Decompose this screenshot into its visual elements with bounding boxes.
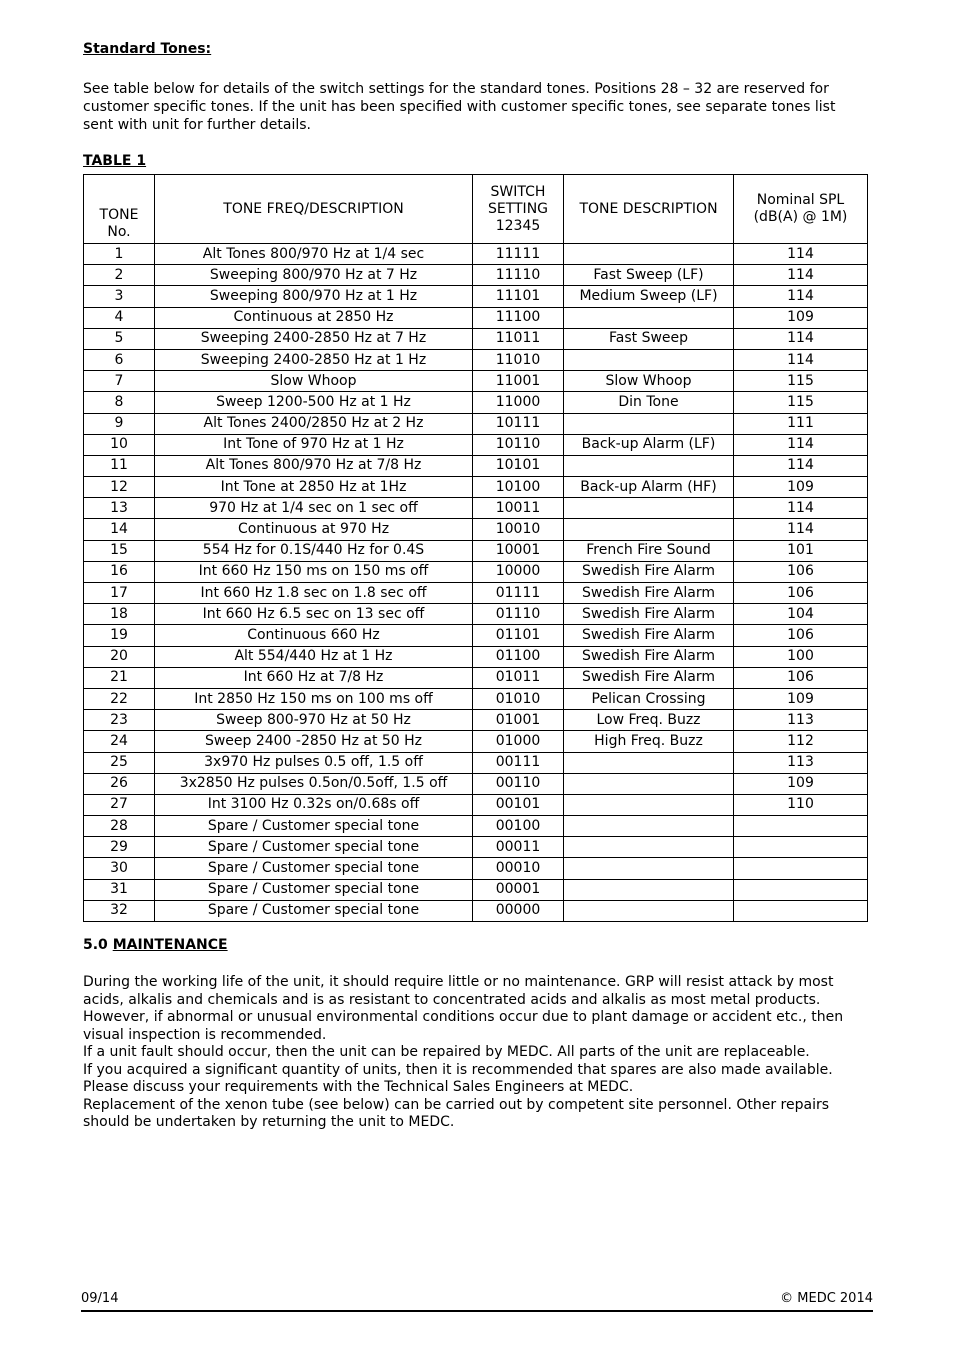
table-row	[84, 498, 868, 519]
cell-tone-no: 8	[84, 392, 155, 413]
cell-nominal-spl: 114	[734, 519, 868, 540]
cell-nominal-spl: 113	[734, 710, 868, 731]
cell-tone-no: 30	[84, 858, 155, 879]
cell-tone-freq: 554 Hz for 0.1S/440 Hz for 0.4S	[155, 540, 473, 561]
table-row	[84, 307, 868, 328]
cell-tone-no: 9	[84, 413, 155, 434]
table-row	[84, 265, 868, 286]
cell-tone-freq: Slow Whoop	[155, 371, 473, 392]
cell-switch-setting: 00110	[473, 773, 564, 794]
cell-tone-description: Swedish Fire Alarm	[564, 646, 734, 667]
cell-switch-setting: 10111	[473, 413, 564, 434]
table-row	[84, 328, 868, 349]
cell-tone-no: 22	[84, 688, 155, 709]
table-row	[84, 519, 868, 540]
cell-switch-setting: 01001	[473, 710, 564, 731]
cell-switch-setting: 01111	[473, 583, 564, 604]
cell-nominal-spl: 109	[734, 773, 868, 794]
cell-switch-setting: 01011	[473, 667, 564, 688]
table-row	[84, 349, 868, 370]
cell-tone-freq: Alt Tones 800/970 Hz at 7/8 Hz	[155, 455, 473, 476]
cell-switch-setting: 11001	[473, 371, 564, 392]
cell-tone-freq: Int 660 Hz at 7/8 Hz	[155, 667, 473, 688]
cell-tone-freq: Int 660 Hz 150 ms on 150 ms off	[155, 561, 473, 582]
cell-tone-description: Back-up Alarm (HF)	[564, 477, 734, 498]
cell-switch-setting: 01010	[473, 688, 564, 709]
cell-switch-setting: 10010	[473, 519, 564, 540]
cell-tone-no: 21	[84, 667, 155, 688]
cell-tone-description: Swedish Fire Alarm	[564, 583, 734, 604]
table-row	[84, 900, 868, 921]
cell-switch-setting: 01100	[473, 646, 564, 667]
cell-tone-freq: Int 660 Hz 1.8 sec on 1.8 sec off	[155, 583, 473, 604]
cell-switch-setting: 01110	[473, 604, 564, 625]
cell-switch-setting: 00100	[473, 816, 564, 837]
cell-nominal-spl: 114	[734, 349, 868, 370]
cell-tone-freq: Continuous at 970 Hz	[155, 519, 473, 540]
standard-tones-heading: Standard Tones:	[83, 41, 212, 57]
cell-tone-description: Low Freq. Buzz	[564, 710, 734, 731]
table-row	[84, 816, 868, 837]
cell-tone-no: 18	[84, 604, 155, 625]
cell-tone-freq: 3x970 Hz pulses 0.5 off, 1.5 off	[155, 752, 473, 773]
cell-tone-description	[564, 773, 734, 794]
cell-tone-description: Din Tone	[564, 392, 734, 413]
cell-tone-description: Fast Sweep (LF)	[564, 265, 734, 286]
cell-tone-description: Fast Sweep	[564, 328, 734, 349]
cell-tone-freq: Sweep 800-970 Hz at 50 Hz	[155, 710, 473, 731]
cell-switch-setting: 11111	[473, 244, 564, 265]
cell-tone-freq: Int 3100 Hz 0.32s on/0.68s off	[155, 794, 473, 815]
cell-nominal-spl	[734, 837, 868, 858]
cell-tone-description: Slow Whoop	[564, 371, 734, 392]
cell-nominal-spl: 104	[734, 604, 868, 625]
cell-switch-setting: 10001	[473, 540, 564, 561]
cell-tone-no: 26	[84, 773, 155, 794]
table-row	[84, 583, 868, 604]
cell-nominal-spl: 114	[734, 244, 868, 265]
cell-tone-freq: Alt Tones 2400/2850 Hz at 2 Hz	[155, 413, 473, 434]
table-row	[84, 434, 868, 455]
cell-nominal-spl: 109	[734, 477, 868, 498]
cell-tone-freq: Sweep 1200-500 Hz at 1 Hz	[155, 392, 473, 413]
table-row	[84, 773, 868, 794]
cell-tone-description	[564, 858, 734, 879]
cell-tone-no: 20	[84, 646, 155, 667]
cell-tone-freq: Continuous 660 Hz	[155, 625, 473, 646]
cell-tone-description: High Freq. Buzz	[564, 731, 734, 752]
cell-nominal-spl: 106	[734, 667, 868, 688]
cell-switch-setting: 11000	[473, 392, 564, 413]
header-tone-description: TONE DESCRIPTION	[564, 175, 734, 244]
cell-nominal-spl	[734, 879, 868, 900]
cell-tone-freq: Continuous at 2850 Hz	[155, 307, 473, 328]
table-row	[84, 752, 868, 773]
cell-tone-description: French Fire Sound	[564, 540, 734, 561]
cell-tone-no: 13	[84, 498, 155, 519]
cell-tone-no: 1	[84, 244, 155, 265]
footer-date: 09/14	[81, 1291, 119, 1306]
maintenance-paragraph: If you acquired a significant quantity of units, then it is recommended that spares are also made available. Please discuss your requirements with the Technical Sales Engineers at MEDC.	[83, 1061, 833, 1095]
cell-switch-setting: 11010	[473, 349, 564, 370]
cell-tone-description	[564, 752, 734, 773]
table-row	[84, 837, 868, 858]
cell-tone-no: 27	[84, 794, 155, 815]
cell-switch-setting: 01000	[473, 731, 564, 752]
cell-tone-freq: Sweeping 800/970 Hz at 1 Hz	[155, 286, 473, 307]
cell-nominal-spl: 112	[734, 731, 868, 752]
cell-switch-setting: 11110	[473, 265, 564, 286]
cell-tone-description	[564, 413, 734, 434]
table-row	[84, 413, 868, 434]
table-row	[84, 710, 868, 731]
cell-nominal-spl: 114	[734, 265, 868, 286]
maintenance-paragraph: During the working life of the unit, it should require little or no maintenance. GRP will resist attack by most acids, alkalis and chemicals and is as resistant to concentrated acids and alkalis as most metal products.	[83, 974, 834, 1008]
cell-tone-description	[564, 794, 734, 815]
cell-tone-no: 10	[84, 434, 155, 455]
header-tone-no: TONE No.	[84, 175, 155, 244]
cell-tone-description	[564, 244, 734, 265]
footer-copyright: © MEDC 2014	[780, 1291, 873, 1306]
cell-tone-freq: Int Tone of 970 Hz at 1 Hz	[155, 434, 473, 455]
cell-tone-freq: Spare / Customer special tone	[155, 858, 473, 879]
cell-tone-freq: Spare / Customer special tone	[155, 879, 473, 900]
cell-tone-description	[564, 307, 734, 328]
cell-tone-freq: Alt Tones 800/970 Hz at 1/4 sec	[155, 244, 473, 265]
cell-tone-no: 2	[84, 265, 155, 286]
table-row	[84, 392, 868, 413]
cell-tone-no: 28	[84, 816, 155, 837]
cell-tone-no: 6	[84, 349, 155, 370]
cell-switch-setting: 10000	[473, 561, 564, 582]
cell-tone-freq: Alt 554/440 Hz at 1 Hz	[155, 646, 473, 667]
cell-switch-setting: 00011	[473, 837, 564, 858]
cell-tone-freq: Sweeping 2400-2850 Hz at 7 Hz	[155, 328, 473, 349]
cell-nominal-spl: 110	[734, 794, 868, 815]
table-header-row	[84, 175, 868, 244]
cell-nominal-spl: 109	[734, 688, 868, 709]
header-nominal-spl: Nominal SPL (dB(A) @ 1M)	[734, 175, 868, 244]
document-page	[83, 40, 868, 1132]
cell-nominal-spl: 106	[734, 625, 868, 646]
intro-paragraph: See table below for details of the switch settings for the standard tones. Positions 28 – 32 are reserved for customer specific tones. If the unit has been specified with customer specific tones, see separate tones list sent with unit for further details.	[83, 81, 836, 133]
maintenance-title: MAINTENANCE	[112, 937, 228, 953]
cell-tone-no: 23	[84, 710, 155, 731]
cell-nominal-spl: 114	[734, 286, 868, 307]
cell-tone-freq: Sweep 2400 -2850 Hz at 50 Hz	[155, 731, 473, 752]
maintenance-heading	[83, 936, 868, 954]
cell-tone-freq: Spare / Customer special tone	[155, 837, 473, 858]
cell-tone-freq: 970 Hz at 1/4 sec on 1 sec off	[155, 498, 473, 519]
cell-tone-description: Swedish Fire Alarm	[564, 604, 734, 625]
cell-nominal-spl: 115	[734, 371, 868, 392]
cell-nominal-spl: 114	[734, 434, 868, 455]
maintenance-paragraph: Replacement of the xenon tube (see below) can be carried out by competent site personnel. Other repairs should be undertaken by returning the unit to MEDC.	[83, 1096, 830, 1130]
cell-switch-setting: 01101	[473, 625, 564, 646]
cell-tone-freq: Int 2850 Hz 150 ms on 100 ms off	[155, 688, 473, 709]
cell-tone-description	[564, 837, 734, 858]
cell-tone-no: 25	[84, 752, 155, 773]
table-body	[84, 244, 868, 922]
table-row	[84, 540, 868, 561]
cell-tone-no: 12	[84, 477, 155, 498]
cell-switch-setting: 11011	[473, 328, 564, 349]
table-row	[84, 794, 868, 815]
cell-tone-description	[564, 498, 734, 519]
page-footer	[81, 1290, 873, 1312]
cell-switch-setting: 10011	[473, 498, 564, 519]
cell-switch-setting: 00010	[473, 858, 564, 879]
cell-tone-description	[564, 816, 734, 837]
cell-tone-freq: Sweeping 2400-2850 Hz at 1 Hz	[155, 349, 473, 370]
cell-tone-no: 7	[84, 371, 155, 392]
cell-nominal-spl: 106	[734, 561, 868, 582]
table-label: TABLE 1	[83, 153, 147, 169]
maintenance-section-number: 5.0	[83, 937, 108, 953]
cell-tone-no: 11	[84, 455, 155, 476]
cell-tone-description: Swedish Fire Alarm	[564, 625, 734, 646]
cell-tone-description: Swedish Fire Alarm	[564, 561, 734, 582]
cell-switch-setting: 00101	[473, 794, 564, 815]
cell-tone-no: 17	[84, 583, 155, 604]
cell-nominal-spl: 111	[734, 413, 868, 434]
tones-table	[83, 174, 868, 922]
cell-tone-description	[564, 349, 734, 370]
cell-nominal-spl: 100	[734, 646, 868, 667]
cell-tone-no: 19	[84, 625, 155, 646]
cell-nominal-spl: 114	[734, 455, 868, 476]
cell-tone-freq: Spare / Customer special tone	[155, 816, 473, 837]
table-row	[84, 286, 868, 307]
cell-nominal-spl: 114	[734, 498, 868, 519]
cell-nominal-spl: 106	[734, 583, 868, 604]
table-row	[84, 646, 868, 667]
cell-nominal-spl	[734, 816, 868, 837]
cell-tone-freq: Int 660 Hz 6.5 sec on 13 sec off	[155, 604, 473, 625]
cell-nominal-spl: 109	[734, 307, 868, 328]
cell-tone-description: Pelican Crossing	[564, 688, 734, 709]
maintenance-paragraph: If a unit fault should occur, then the unit can be repaired by MEDC. All parts of the unit are replaceable.	[83, 1044, 810, 1060]
table-row	[84, 477, 868, 498]
cell-tone-description: Swedish Fire Alarm	[564, 667, 734, 688]
cell-switch-setting: 11101	[473, 286, 564, 307]
cell-tone-no: 15	[84, 540, 155, 561]
cell-nominal-spl	[734, 900, 868, 921]
cell-tone-no: 16	[84, 561, 155, 582]
cell-tone-no: 3	[84, 286, 155, 307]
table-row	[84, 667, 868, 688]
header-switch-setting: SWITCH SETTING 12345	[473, 175, 564, 244]
cell-switch-setting: 11100	[473, 307, 564, 328]
cell-tone-no: 5	[84, 328, 155, 349]
cell-switch-setting: 10101	[473, 455, 564, 476]
table-row	[84, 604, 868, 625]
table-row	[84, 244, 868, 265]
cell-tone-no: 14	[84, 519, 155, 540]
cell-tone-description	[564, 900, 734, 921]
cell-nominal-spl: 115	[734, 392, 868, 413]
table-row	[84, 688, 868, 709]
cell-tone-description: Medium Sweep (LF)	[564, 286, 734, 307]
cell-tone-no: 31	[84, 879, 155, 900]
cell-nominal-spl: 113	[734, 752, 868, 773]
cell-tone-no: 29	[84, 837, 155, 858]
cell-nominal-spl: 114	[734, 328, 868, 349]
table-row	[84, 371, 868, 392]
table-row	[84, 858, 868, 879]
cell-tone-description	[564, 879, 734, 900]
cell-tone-freq: 3x2850 Hz pulses 0.5on/0.5off, 1.5 off	[155, 773, 473, 794]
cell-tone-no: 4	[84, 307, 155, 328]
cell-tone-freq: Spare / Customer special tone	[155, 900, 473, 921]
cell-tone-no: 24	[84, 731, 155, 752]
header-tone-freq: TONE FREQ/DESCRIPTION	[155, 175, 473, 244]
table-row	[84, 731, 868, 752]
cell-nominal-spl	[734, 858, 868, 879]
cell-tone-description	[564, 455, 734, 476]
cell-switch-setting: 10100	[473, 477, 564, 498]
cell-switch-setting: 00001	[473, 879, 564, 900]
cell-tone-description: Back-up Alarm (LF)	[564, 434, 734, 455]
table-row	[84, 625, 868, 646]
table-row	[84, 455, 868, 476]
cell-tone-description	[564, 519, 734, 540]
cell-switch-setting: 00000	[473, 900, 564, 921]
cell-nominal-spl: 101	[734, 540, 868, 561]
table-row	[84, 561, 868, 582]
maintenance-body	[83, 974, 868, 1132]
cell-tone-freq: Int Tone at 2850 Hz at 1Hz	[155, 477, 473, 498]
cell-switch-setting: 00111	[473, 752, 564, 773]
maintenance-paragraph: However, if abnormal or unusual environmental conditions occur due to plant damage or accident etc., then visual inspection is recommended.	[83, 1009, 844, 1043]
cell-tone-no: 32	[84, 900, 155, 921]
table-row	[84, 879, 868, 900]
cell-switch-setting: 10110	[473, 434, 564, 455]
cell-tone-freq: Sweeping 800/970 Hz at 7 Hz	[155, 265, 473, 286]
